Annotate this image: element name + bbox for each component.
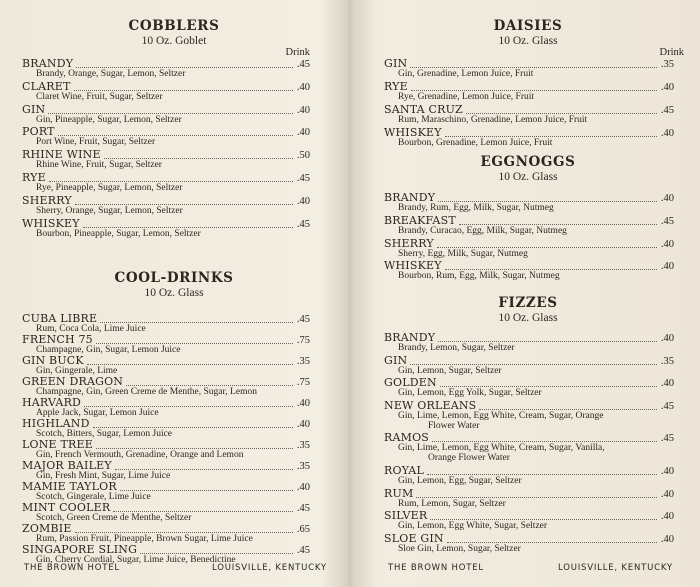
item-price: .40 (296, 81, 310, 93)
menu-item (384, 127, 674, 150)
item-description: Sloe Gin, Lemon, Sugar, Seltzer (398, 543, 521, 554)
item-description: Rye, Grenadine, Lemon Juice, Fruit (398, 92, 535, 102)
leader-dots (76, 67, 293, 68)
leader-dots (438, 201, 657, 202)
menu-item (22, 544, 310, 565)
leader-dots (83, 227, 293, 228)
leader-dots (427, 474, 657, 475)
menu-item (384, 332, 674, 355)
item-price: .75 (296, 335, 310, 346)
item-name: SHERRY (384, 236, 434, 250)
item-price: .35 (660, 355, 674, 367)
menu-item (384, 488, 674, 511)
section-title: FIZZES (498, 295, 558, 311)
leader-dots (140, 553, 293, 554)
menu-item (22, 313, 310, 334)
leader-dots (459, 224, 657, 225)
item-description: Scotch, Green Creme de Menthe, Seltzer (36, 513, 192, 523)
footer-hotel: THE BROWN HOTEL (388, 563, 484, 573)
menu-item (22, 439, 310, 460)
leader-dots (87, 364, 293, 365)
item-price: .40 (296, 195, 310, 207)
item-name: SLOE GIN (384, 531, 444, 545)
item-list (356, 58, 700, 150)
leader-dots (445, 269, 657, 270)
item-description-continued: Flower Water (428, 420, 480, 431)
leader-dots (126, 385, 293, 386)
leader-dots (440, 386, 657, 387)
item-name: NEW ORLEANS (384, 398, 477, 412)
section-title: COOL-DRINKS (114, 270, 234, 286)
item-description: Rhine Wine, Fruit, Sugar, Seltzer (36, 160, 162, 171)
menu-item (22, 523, 310, 544)
item-price: .40 (660, 465, 674, 477)
menu-item (384, 238, 674, 261)
item-name: BRANDY (384, 331, 436, 344)
item-list (356, 192, 700, 283)
item-name: BRANDY (22, 57, 74, 70)
section-subtitle: 10 Oz. Glass (498, 312, 558, 324)
item-price: .40 (660, 82, 674, 93)
item-name: GIN (22, 102, 46, 116)
item-price: .40 (660, 333, 674, 344)
drink-column-header: Drink (659, 47, 684, 58)
item-name: FRENCH 75 (22, 333, 93, 346)
footer-location: LOUISVILLE, KENTUCKY (558, 563, 673, 573)
menu-item (384, 215, 674, 238)
left-page (0, 0, 348, 587)
menu-item (384, 260, 674, 283)
item-price: .35 (660, 59, 674, 70)
item-list (356, 332, 700, 555)
leader-dots (120, 490, 293, 491)
cool-drinks-section (0, 270, 348, 565)
leader-dots (96, 343, 293, 344)
item-description: Gin, Lemon, Egg Yolk, Sugar, Seltzer (398, 388, 542, 399)
item-description: Brandy, Curacao, Egg, Milk, Sugar, Nutmeg (398, 225, 567, 236)
item-name: RUM (384, 486, 414, 500)
menu-item (22, 376, 310, 397)
item-name: CLARET (22, 79, 71, 93)
leader-dots (447, 542, 657, 543)
section-title: COBBLERS (128, 18, 220, 34)
item-name: MAMIE TAYLOR (22, 480, 117, 493)
item-description: Gin, Grenadine, Lemon Juice, Fruit (398, 69, 534, 79)
item-description: Gin, Cherry Cordial, Sugar, Lime Juice, Benedictine (36, 555, 236, 565)
leader-dots (432, 441, 657, 442)
leader-dots (479, 409, 657, 410)
leader-dots (466, 113, 657, 114)
leader-dots (410, 67, 657, 68)
section-subtitle: 10 Oz. Glass (144, 287, 204, 299)
item-price: .35 (296, 440, 310, 451)
item-price: .40 (660, 193, 674, 204)
eggnoggs-section (356, 154, 700, 283)
item-description: Rye, Pineapple, Sugar, Lemon, Seltzer (36, 182, 183, 193)
item-description: Brandy, Lemon, Sugar, Seltzer (398, 343, 515, 353)
menu-item (22, 81, 310, 104)
menu-item (22, 502, 310, 523)
item-name: SANTA CRUZ (384, 103, 463, 116)
leader-dots (445, 136, 657, 137)
leader-dots (100, 322, 293, 323)
item-description: Bourbon, Rum, Egg, Milk, Sugar, Nutmeg (398, 271, 560, 282)
menu-item (22, 218, 310, 241)
item-price: .45 (660, 215, 674, 227)
leader-dots (438, 341, 657, 342)
item-description: Sherry, Orange, Sugar, Lemon, Seltzer (36, 205, 183, 216)
item-price: .75 (296, 377, 310, 388)
footer-hotel: THE BROWN HOTEL (24, 563, 120, 573)
item-price: .40 (660, 378, 674, 390)
item-name: RHINE WINE (22, 148, 101, 162)
item-description: Gin, Lemon, Egg, Sugar, Seltzer (398, 475, 522, 486)
item-name: MINT COOLER (22, 501, 111, 514)
menu-item (22, 418, 310, 439)
item-price: .40 (660, 128, 674, 139)
leader-dots (113, 511, 293, 512)
item-name: SINGAPORE SLING (22, 543, 138, 556)
item-price: .40 (660, 533, 674, 545)
item-name: CUBA LIBRE (22, 312, 98, 325)
item-list (0, 58, 348, 240)
item-name: ROYAL (384, 463, 424, 477)
menu-item (384, 377, 674, 400)
section-title: DAISIES (493, 18, 563, 34)
item-description: Gin, Lime, Lemon, Egg White, Cream, Sugar, Vanilla, (398, 443, 605, 454)
leader-dots (74, 90, 293, 91)
item-price: .45 (296, 59, 310, 70)
item-price: .40 (660, 238, 674, 250)
item-description: Gin, Gingerale, Lime (36, 366, 118, 376)
item-name: SILVER (384, 509, 428, 523)
item-name: GIN BUCK (22, 354, 84, 367)
item-name: WHISKEY (22, 216, 80, 230)
menu-item (384, 58, 674, 81)
leader-dots (93, 427, 293, 428)
daisies-section (356, 18, 700, 150)
item-name: RYE (384, 80, 408, 93)
item-name: GIN (384, 353, 408, 367)
leader-dots (58, 135, 293, 136)
menu-item (22, 58, 310, 81)
item-description: Rum, Coca Cola, Lime Juice (36, 324, 146, 334)
cobblers-section (0, 18, 348, 240)
menu-item (22, 460, 310, 481)
item-description: Scotch, Bitters, Sugar, Lemon Juice (36, 429, 173, 439)
menu-item (384, 104, 674, 127)
item-description: Gin, Lime, Lemon, Egg White, Cream, Sugar, Orange (398, 410, 604, 421)
menu-item (22, 355, 310, 376)
leader-dots (410, 364, 657, 365)
item-description: Claret Wine, Fruit, Sugar, Seltzer (36, 91, 163, 102)
menu-item (22, 104, 310, 127)
item-description: Rum, Maraschino, Grenadine, Lemon Juice, Fruit (398, 115, 588, 125)
menu-item (384, 533, 674, 556)
menu-item (384, 432, 674, 465)
item-price: .65 (296, 524, 310, 535)
item-name: SHERRY (22, 193, 72, 207)
item-name: HIGHLAND (22, 417, 90, 430)
item-price: .40 (296, 104, 310, 116)
item-price: .45 (296, 314, 310, 325)
leader-dots (115, 469, 293, 470)
item-description: Rum, Passion Fruit, Pineapple, Brown Sugar, Lime Juice (36, 534, 253, 544)
item-description: Gin, Pineapple, Sugar, Lemon, Seltzer (36, 114, 182, 125)
item-name: WHISKEY (384, 126, 442, 139)
menu-item (384, 400, 674, 433)
item-price: .40 (296, 127, 310, 139)
menu-item (22, 334, 310, 355)
section-title: EGGNOGGS (480, 154, 576, 170)
leader-dots (96, 448, 293, 449)
item-price: .45 (660, 433, 674, 445)
leader-dots (75, 532, 293, 533)
item-description-continued: Orange Flower Water (428, 453, 510, 464)
item-price: .45 (296, 545, 310, 556)
item-name: WHISKEY (384, 259, 442, 273)
menu-item (384, 192, 674, 215)
item-price: .35 (296, 356, 310, 367)
leader-dots (104, 158, 293, 159)
item-description: Brandy, Orange, Sugar, Lemon, Seltzer (36, 69, 186, 79)
item-description: Port Wine, Fruit, Sugar, Seltzer (36, 137, 156, 148)
leader-dots (49, 181, 293, 182)
item-name: LONE TREE (22, 438, 93, 451)
menu-item (384, 465, 674, 488)
footer-location: LOUISVILLE, KENTUCKY (212, 563, 327, 573)
item-name: HARVARD (22, 396, 82, 409)
section-subtitle: 10 Oz. Goblet (141, 35, 207, 47)
leader-dots (411, 90, 657, 91)
item-name: PORT (22, 125, 55, 139)
item-name: ZOMBIE (22, 522, 72, 535)
item-description: Gin, Fresh Mint, Sugar, Lime Juice (36, 471, 171, 481)
item-price: .40 (296, 419, 310, 430)
leader-dots (416, 497, 657, 498)
leader-dots (75, 204, 293, 205)
item-description: Champagne, Gin, Green Creme de Menthe, Sugar, Lemon (36, 387, 257, 397)
menu-item (384, 355, 674, 378)
item-price: .45 (296, 172, 310, 184)
item-description: Sherry, Egg, Milk, Sugar, Nutmeg (398, 248, 528, 259)
item-description: Gin, Lemon, Egg White, Sugar, Seltzer (398, 521, 548, 532)
item-name: MAJOR BAILEY (22, 459, 112, 472)
item-list (0, 313, 348, 565)
item-price: .45 (660, 400, 674, 412)
item-name: BRANDY (384, 191, 436, 204)
section-subtitle: 10 Oz. Glass (498, 35, 558, 47)
item-price: .45 (660, 105, 674, 116)
menu-item (384, 81, 674, 104)
fizzes-section (356, 295, 700, 555)
item-price: .35 (296, 461, 310, 472)
item-description: Champagne, Gin, Sugar, Lemon Juice (36, 345, 181, 355)
item-price: .40 (660, 261, 674, 273)
menu-item (22, 195, 310, 218)
item-description: Gin, Lemon, Sugar, Seltzer (398, 365, 502, 376)
item-description: Rum, Lemon, Sugar, Seltzer (398, 498, 506, 509)
leader-dots (84, 406, 293, 407)
leader-dots (430, 519, 657, 520)
item-description: Bourbon, Pineapple, Sugar, Lemon, Seltzer (36, 228, 201, 239)
menu-item (22, 126, 310, 149)
item-price: .40 (660, 511, 674, 523)
item-description: Brandy, Rum, Egg, Milk, Sugar, Nutmeg (398, 203, 554, 213)
drink-column-header: Drink (285, 47, 310, 58)
item-name: GIN (384, 57, 408, 70)
menu-item (384, 510, 674, 533)
menu-item (22, 397, 310, 418)
item-price: .45 (296, 503, 310, 514)
menu-item (22, 481, 310, 502)
item-name: GREEN DRAGON (22, 375, 124, 388)
item-name: RYE (22, 170, 46, 184)
item-price: .45 (296, 218, 310, 230)
item-description: Gin, French Vermouth, Grenadine, Orange and Lemon (36, 450, 244, 460)
item-price: .40 (660, 488, 674, 500)
item-price: .40 (296, 482, 310, 493)
menu-item (22, 149, 310, 172)
item-description: Apple Jack, Sugar, Lemon Juice (36, 408, 159, 418)
right-page (356, 0, 700, 587)
leader-dots (48, 113, 293, 114)
item-price: .40 (296, 398, 310, 409)
item-price: .50 (296, 150, 310, 162)
item-description: Scotch, Gingerale, Lime Juice (36, 492, 151, 502)
item-name: RAMOS (384, 431, 430, 445)
item-name: GOLDEN (384, 376, 437, 390)
item-description: Bourbon, Grenadine, Lemon Juice, Fruit (398, 138, 553, 148)
menu-item (22, 172, 310, 195)
section-subtitle: 10 Oz. Glass (498, 171, 558, 183)
item-name: BREAKFAST (384, 213, 456, 227)
leader-dots (437, 247, 657, 248)
